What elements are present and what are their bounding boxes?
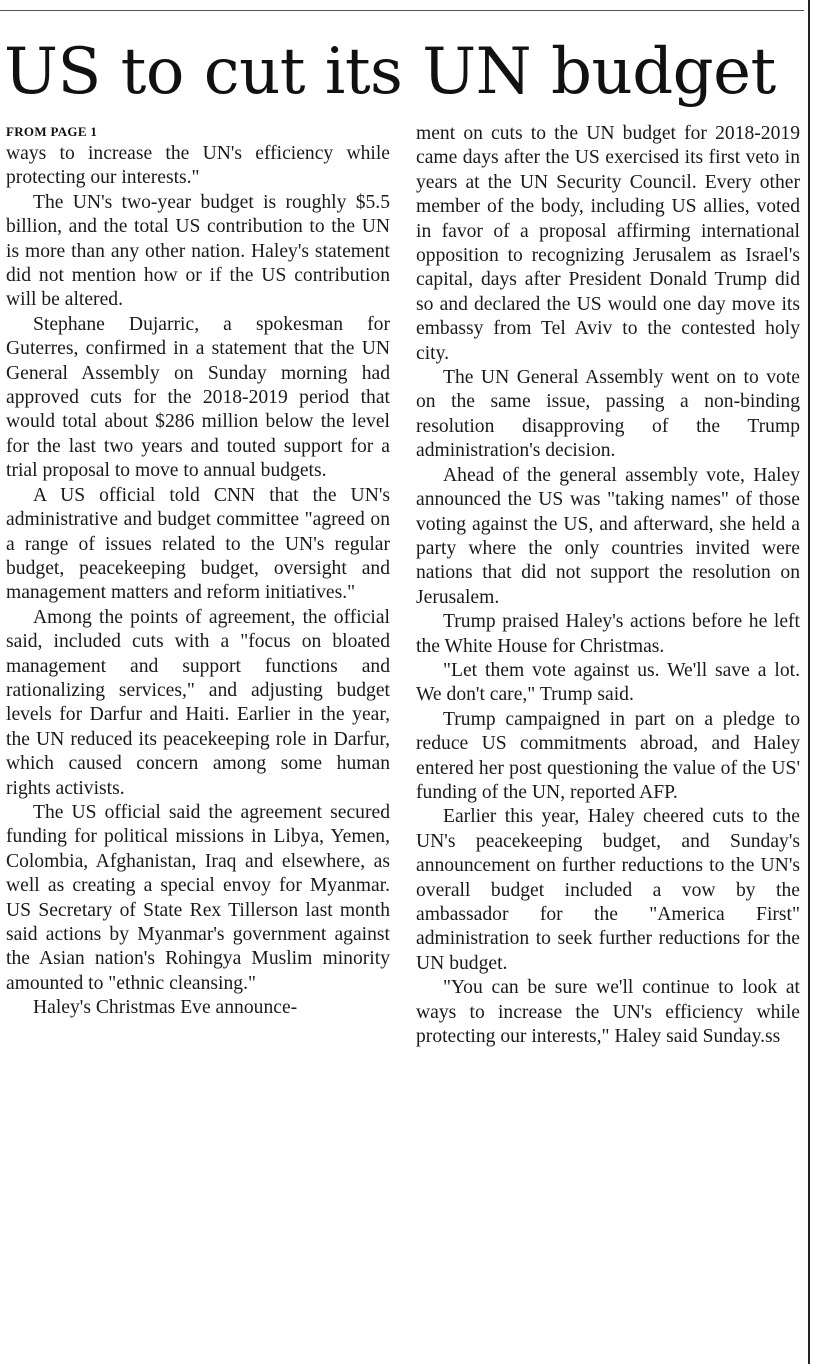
paragraph: "You can be sure we'll continue to look at ways to increase the UN's efficiency while protecting our interests," Haley said Sunday.ss [416, 977, 800, 1048]
paragraph: Among the points of agreement, the official said, included cuts with a "focus on bloated management and support functions and rationalizing services," and adjusting budget levels for Darfur and Haiti. Earlier in the year, the UN reduced its peacekeeping role in Darfur, which caused concern among some human rights activists. [6, 606, 390, 799]
paragraph: Trump campaigned in part on a pledge to reduce US commitments abroad, and Haley entered her post questioning the value of the US' funding of the UN, reported AFP. [416, 708, 800, 803]
paragraph: Stephane Dujarric, a spokesman for Guterres, confirmed in a statement that the UN General Assembly on Sunday morning had approved cuts for the 2018-2019 period that would total about $286 million below the level for the last two years and touted support for a trial proposal to move to annual budgets. [6, 313, 390, 482]
paragraph: The UN's two-year budget is roughly $5.5 billion, and the total US contribution to the UN is more than any other nation. Haley's statement did not mention how or if the US contribution will be altered. [6, 191, 390, 311]
paragraph: Haley's Christmas Eve announce- [33, 997, 298, 1019]
paragraph: A US official told CNN that the UN's administrative and budget committee "agreed on a range of issues related to the UN's regular budget, peacekeeping budget, oversight and management matters and reform initiatives." [6, 484, 390, 604]
top-rule [0, 10, 804, 11]
paragraph: ways to increase the UN's efficiency while protecting our interests." [6, 143, 390, 189]
paragraph: ment on cuts to the UN budget for 2018-2019 came days after the US exercised its first veto in years at the UN Security Council. Every other member of the body, including US allies, voted in favor of a proposal affirming international opposition to recognizing Jerusalem as Israel's capital, days after President Donald Trump did so and declared the US would one day move its embassy from Tel Aviv to the contested holy city. [416, 123, 800, 364]
column-border-right [808, 0, 810, 1364]
paragraph: Earlier this year, Haley cheered cuts to the UN's peacekeeping budget, and Sunday's announcement on further reductions to the UN's overall budget included a vow by the ambassador for the "America First" administration to seek further reductions for the UN budget. [416, 806, 800, 974]
paragraph: The UN General Assembly went on to vote on the same issue, passing a non-binding resolution disapproving of the Trump administration's decision. [416, 367, 800, 462]
paragraph: Trump praised Haley's actions before he left the White House for Christmas. [416, 611, 800, 657]
headline: US to cut its UN budget [4, 35, 776, 109]
from-page-label: FROM PAGE 1 [6, 124, 98, 139]
article-column-left [6, 122, 390, 1021]
article-column-right [416, 122, 800, 1049]
paragraph: Ahead of the general assembly vote, Haley announced the US was "taking names" of those voting against the US, and afterward, she held a party where the only countries invited were nations that did not support the resolution on Jerusalem. [416, 464, 800, 608]
paragraph: The US official said the agreement secured funding for political missions in Libya, Yemen, Colombia, Afghanistan, Iraq and elsewhere, as well as creating a special envoy for Myanmar. US Secretary of State Rex Tillerson last month said actions by Myanmar's government against the Asian nation's Rohingya Muslim minority amounted to "ethnic cleansing." [6, 801, 390, 994]
paragraph: "Let them vote against us. We'll save a lot. We don't care," Trump said. [416, 659, 800, 706]
